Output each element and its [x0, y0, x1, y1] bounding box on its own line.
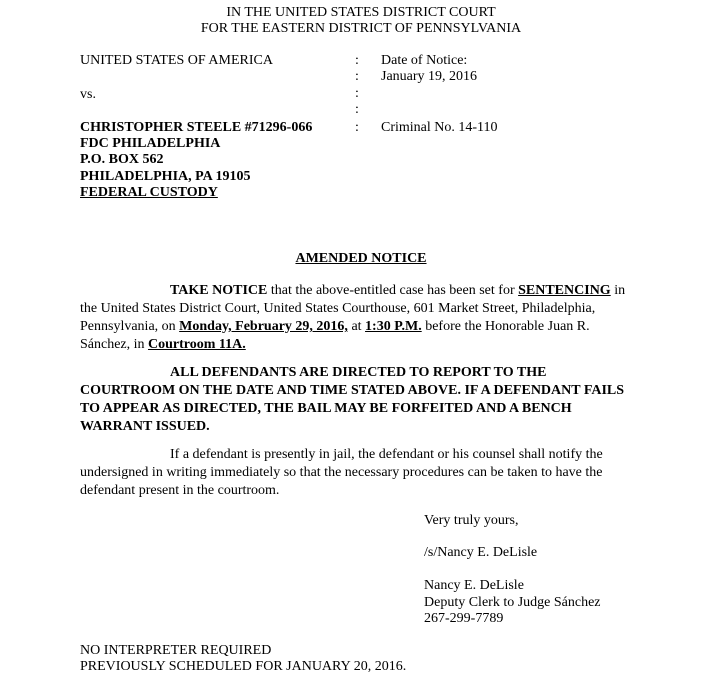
signer-name: Nancy E. DeLisle	[424, 578, 524, 593]
caption-colon: :	[355, 69, 359, 84]
hearing-time: 1:30 P.M.	[365, 319, 422, 334]
date-of-notice-value: January 19, 2016	[381, 69, 478, 84]
defendant-po-box: P.O. BOX 562	[80, 152, 164, 167]
interpreter-note: NO INTERPRETER REQUIRED	[80, 643, 272, 658]
custody-paragraph: If a defendant is presently in jail, the defendant or his counsel shall notify the undersigned in writing immediately so that the necessary procedures can be taken to have the defendant present in the courtroom.	[80, 447, 603, 498]
caption-colon: :	[355, 53, 359, 68]
court-name-line1: IN THE UNITED STATES DISTRICT COURT	[226, 5, 496, 20]
schedule-note: PREVIOUSLY SCHEDULED FOR JANUARY 20, 2016.	[80, 659, 407, 674]
defendant-facility: FDC PHILADELPHIA	[80, 136, 221, 151]
caption-colon: :	[355, 102, 359, 117]
defendant-custody: FEDERAL CUSTODY	[80, 185, 218, 200]
appearance-warning: ALL DEFENDANTS ARE DIRECTED TO REPORT TO THE COURTROOM ON THE DATE AND TIME STATED ABOVE. IF A DEFENDANT FAILS TO APPEAR AS DIRECTED, THE BAIL MAY BE FORFEITED AND A BENCH WARRANT ISSUED.	[80, 365, 625, 434]
event-type: SENTENCING	[518, 283, 611, 298]
date-of-notice-label: Date of Notice:	[381, 53, 468, 68]
notice-title: AMENDED NOTICE	[295, 251, 427, 266]
take-notice-lead: TAKE NOTICE	[170, 283, 268, 298]
caption-colon: :	[355, 120, 359, 135]
electronic-signature: /s/Nancy E. DeLisle	[424, 545, 538, 560]
signer-phone: 267-299-7789	[424, 611, 504, 626]
court-name-line2: FOR THE EASTERN DISTRICT OF PENNSYLVANIA	[200, 21, 522, 36]
plaintiff-name: UNITED STATES OF AMERICA	[80, 53, 273, 68]
criminal-number: Criminal No. 14-110	[381, 120, 498, 135]
closing: Very truly yours,	[424, 513, 519, 528]
caption-colon: :	[355, 86, 359, 101]
signer-title: Deputy Clerk to Judge Sánchez	[424, 595, 601, 610]
versus-label: vs.	[80, 87, 96, 102]
hearing-date: Monday, February 29, 2016,	[179, 319, 348, 334]
courtroom: Courtroom 11A.	[148, 337, 246, 352]
defendant-city: PHILADELPHIA, PA 19105	[80, 169, 251, 184]
defendant-name: CHRISTOPHER STEELE #71296-066	[80, 120, 313, 135]
notice-paragraph: TAKE NOTICE that the above-entitled case has been set for SENTENCING in the United States District Court, United States Courthouse, 601 Market Street, Philadelphia, Pennsylvania, on Monday, February 29, 2016, at 1:30 P.M. before the Honorable Juan R. Sánchez, in Courtroom 11A.	[80, 283, 626, 352]
